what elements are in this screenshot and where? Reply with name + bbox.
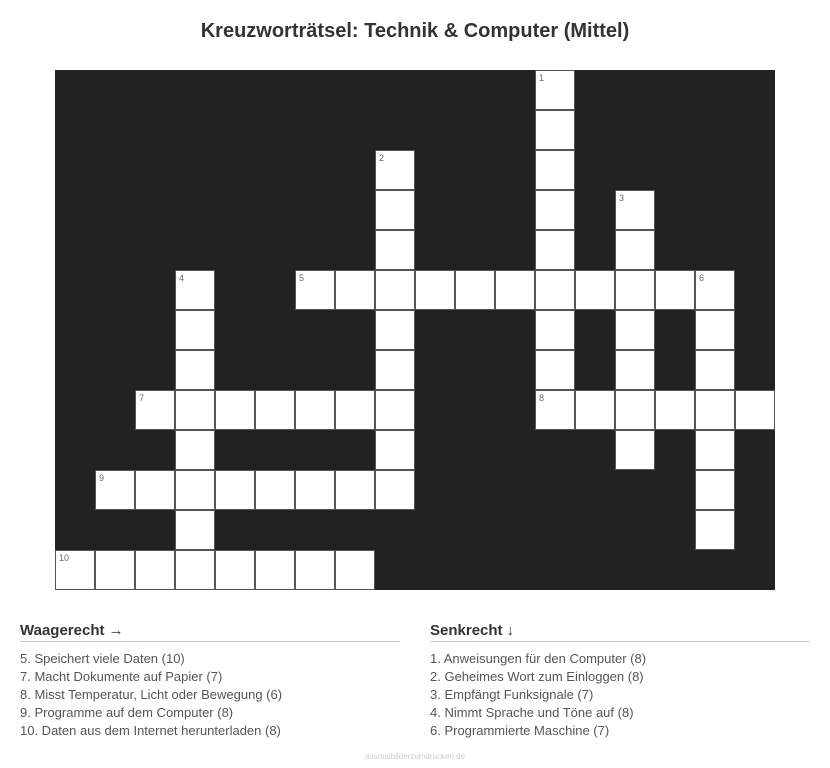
grid-cell[interactable]: [615, 430, 655, 470]
grid-cell[interactable]: [535, 190, 575, 230]
grid-cell[interactable]: [375, 430, 415, 470]
grid-cell[interactable]: [615, 390, 655, 430]
grid-cell[interactable]: [695, 470, 735, 510]
down-clues-section: [430, 622, 810, 740]
grid-cell[interactable]: [655, 390, 695, 430]
grid-cell[interactable]: [95, 550, 135, 590]
clue-number: 3: [619, 193, 625, 203]
grid-cell[interactable]: [695, 510, 735, 550]
grid-cell[interactable]: [55, 550, 95, 590]
grid-cell[interactable]: [295, 390, 335, 430]
grid-cell[interactable]: [695, 270, 735, 310]
grid-cell[interactable]: [655, 270, 695, 310]
across-heading-label: Waagerecht: [20, 622, 105, 639]
grid-cell[interactable]: [335, 470, 375, 510]
clue-item: 4. Nimmt Sprache und Töne auf (8): [430, 705, 634, 720]
across-clue-list: [20, 650, 400, 740]
down-heading: [430, 622, 810, 642]
grid-cell[interactable]: [135, 550, 175, 590]
clue-number: 9: [99, 473, 105, 483]
grid-cell[interactable]: [175, 390, 215, 430]
grid-cell[interactable]: [135, 470, 175, 510]
grid-cell[interactable]: [255, 470, 295, 510]
grid-cell[interactable]: [535, 70, 575, 110]
clue-number: 7: [139, 393, 145, 403]
clue-number: 2: [379, 153, 385, 163]
grid-cell[interactable]: [175, 430, 215, 470]
grid-cell[interactable]: [535, 270, 575, 310]
clue-number: 1: [539, 73, 545, 83]
clue-item: 8. Misst Temperatur, Licht oder Bewegung (6): [20, 687, 283, 702]
grid-cell[interactable]: [255, 390, 295, 430]
grid-cell[interactable]: [735, 390, 775, 430]
clue-number: 8: [539, 393, 545, 403]
down-clue-list: [430, 650, 810, 740]
clue-item: 1. Anweisungen für den Computer (8): [430, 651, 647, 666]
clue-number: 5: [299, 273, 305, 283]
grid-cell[interactable]: [535, 150, 575, 190]
grid-cell[interactable]: [455, 270, 495, 310]
clue-number: 4: [179, 273, 185, 283]
grid-cell[interactable]: [175, 510, 215, 550]
clue-item: 10. Daten aus dem Internet herunterladen (8): [20, 723, 281, 738]
grid-cell[interactable]: [375, 270, 415, 310]
grid-cell[interactable]: [535, 110, 575, 150]
grid-cell[interactable]: [615, 190, 655, 230]
grid-cell[interactable]: [695, 390, 735, 430]
grid-cell[interactable]: [175, 550, 215, 590]
across-clues-section: [20, 622, 400, 740]
grid-cell[interactable]: [615, 350, 655, 390]
grid-cell[interactable]: [535, 230, 575, 270]
clue-item: 9. Programme auf dem Computer (8): [20, 705, 234, 720]
clue-item: 2. Geheimes Wort zum Einloggen (8): [430, 669, 644, 684]
grid-cell[interactable]: [375, 350, 415, 390]
grid-cell[interactable]: [375, 230, 415, 270]
grid-cell[interactable]: [175, 350, 215, 390]
grid-cell[interactable]: [535, 310, 575, 350]
crossword-grid: [55, 70, 775, 590]
page-title: Kreuzworträtsel: Technik & Computer (Mittel): [200, 20, 630, 42]
grid-cell[interactable]: [135, 390, 175, 430]
grid-cell[interactable]: [295, 550, 335, 590]
across-heading: [20, 622, 400, 642]
grid-cell[interactable]: [375, 470, 415, 510]
grid-cell[interactable]: [335, 270, 375, 310]
clue-number: 10: [59, 553, 70, 563]
grid-cell[interactable]: [575, 270, 615, 310]
grid-cell[interactable]: [335, 390, 375, 430]
grid-cell[interactable]: [535, 390, 575, 430]
grid-cell[interactable]: [215, 550, 255, 590]
grid-cell[interactable]: [615, 230, 655, 270]
down-heading-label: Senkrecht: [430, 622, 503, 639]
grid-cell[interactable]: [375, 310, 415, 350]
grid-cell[interactable]: [175, 470, 215, 510]
grid-cell[interactable]: [695, 310, 735, 350]
arrow-right-icon: →: [108, 622, 124, 639]
grid-cell[interactable]: [575, 390, 615, 430]
clue-item: 7. Macht Dokumente auf Papier (7): [20, 669, 223, 684]
grid-cell[interactable]: [375, 190, 415, 230]
clue-item: 6. Programmierte Maschine (7): [430, 723, 610, 738]
grid-cell[interactable]: [215, 470, 255, 510]
clue-item: 5. Speichert viele Daten (10): [20, 651, 185, 666]
grid-cell[interactable]: [695, 430, 735, 470]
grid-cell[interactable]: [375, 150, 415, 190]
grid-cell[interactable]: [495, 270, 535, 310]
grid-cell[interactable]: [535, 350, 575, 390]
grid-cell[interactable]: [695, 350, 735, 390]
grid-cell[interactable]: [615, 310, 655, 350]
grid-cell[interactable]: [335, 550, 375, 590]
grid-cell[interactable]: [615, 270, 655, 310]
grid-cell[interactable]: [375, 390, 415, 430]
grid-cell[interactable]: [175, 270, 215, 310]
grid-cell[interactable]: [295, 470, 335, 510]
clue-number: 6: [699, 273, 705, 283]
grid-cell[interactable]: [175, 310, 215, 350]
footer-credit: ausmalbilderzumdrucken.de: [364, 752, 466, 761]
arrow-down-icon: ↓: [506, 622, 515, 639]
grid-cell[interactable]: [295, 270, 335, 310]
grid-cell[interactable]: [255, 550, 295, 590]
clue-item: 3. Empfängt Funksignale (7): [430, 687, 594, 702]
grid-cell[interactable]: [95, 470, 135, 510]
grid-cell[interactable]: [415, 270, 455, 310]
grid-cell[interactable]: [215, 390, 255, 430]
